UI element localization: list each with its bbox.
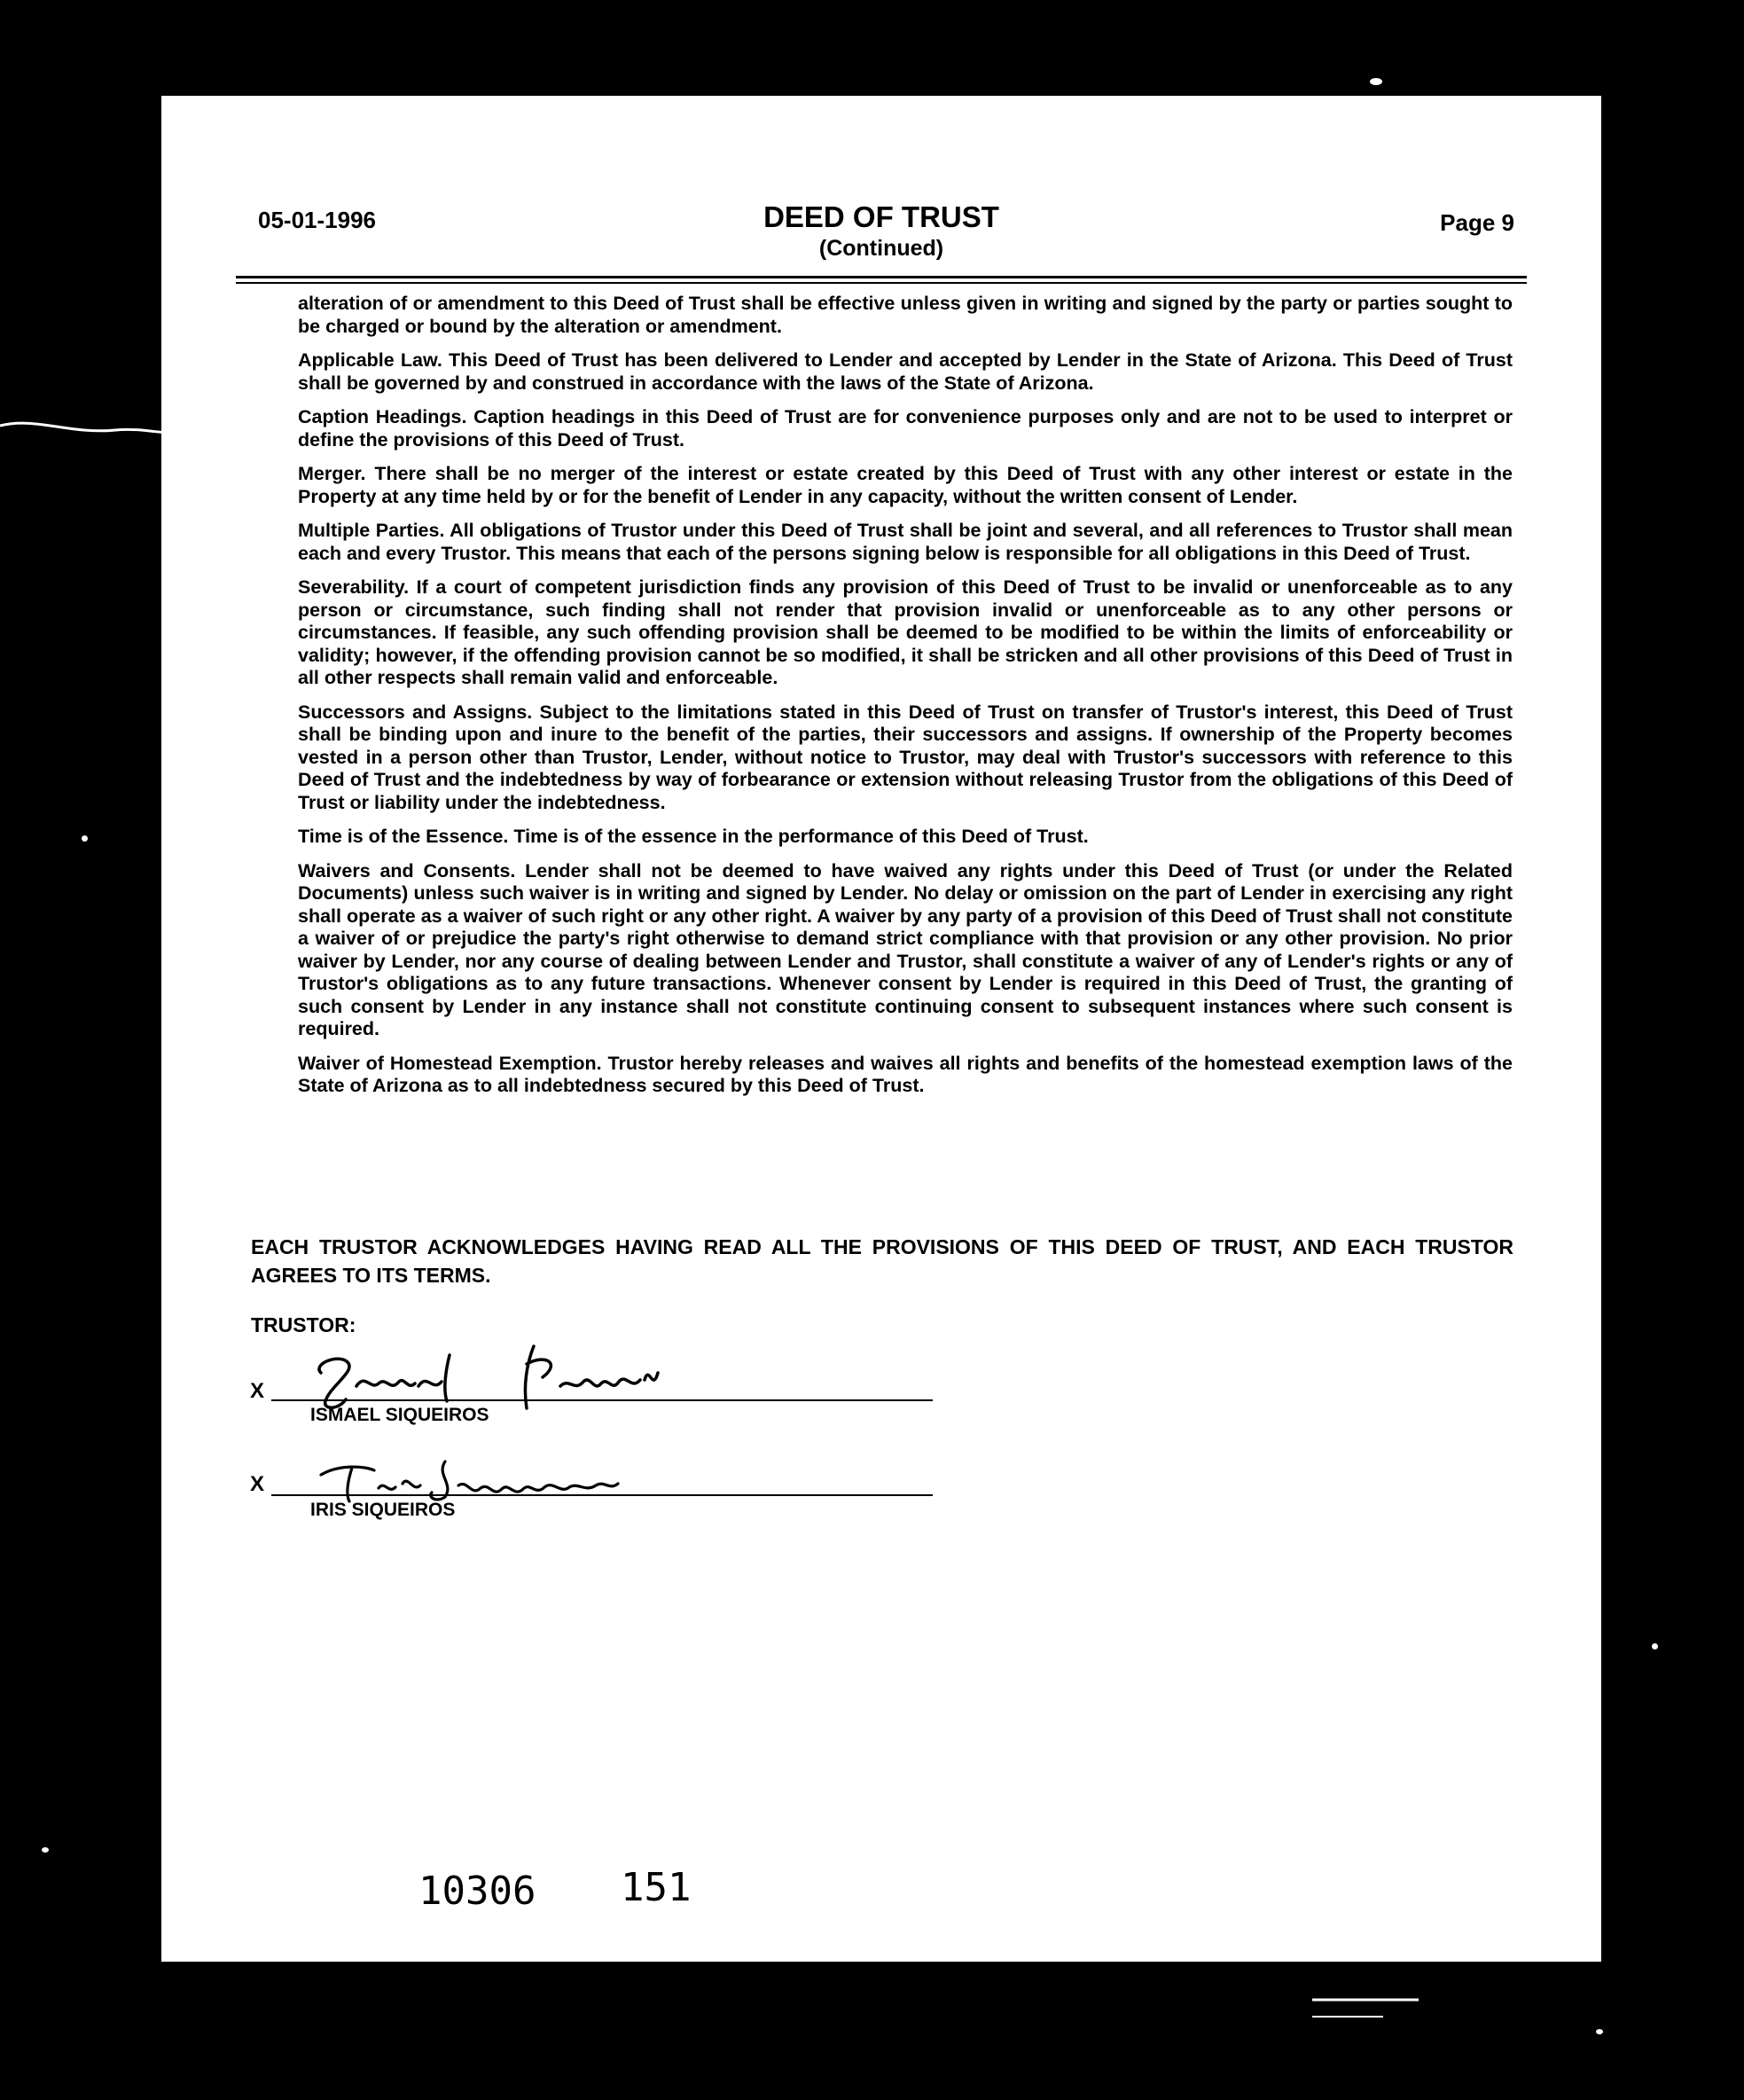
- recording-page-number: 151: [621, 1865, 692, 1910]
- document-title-block: [161, 200, 1601, 262]
- document-page: [161, 96, 1601, 1962]
- scan-scratch: [1312, 2013, 1383, 2020]
- paragraph-waivers-consents: Waivers and Consents. Lender shall not be deemed to have waived any rights under this Deed of Trust (or under the Related Documents) unless such waiver is in writing and signed by Lender. No delay or omission on the part of Lender in exercising any right shall operate as a waiver of such right or any other right. A waiver by any party of a provision of this Deed of Trust shall not constitute a waiver of or prejudice the party's right otherwise to demand strict compliance with that provision or any other provision. No prior waiver by Lender, nor any course of dealing between Lender and Trustor, shall constitute a waiver of any of Lender's rights or any of Trustor's obligations as to any future transactions. Whenever consent by Lender is required in this Deed of Trust, the granting of such consent by Lender in any instance shall not constitute continuing consent to subsequent instances where such consent is required.: [298, 859, 1513, 1039]
- recording-number: 10306: [418, 1869, 536, 1914]
- scan-artifact: [42, 1847, 49, 1853]
- paragraph-successors-assigns: Successors and Assigns. Subject to the limitations stated in this Deed of Trust on transfer of Trustor's interest, this Deed of Trust shall be binding upon and inure to the benefit of the parties, their successors and assigns. If ownership of the Property becomes vested in a person other than Trustor, Lender, without notice to Trustor, may deal with Trustor's successors with reference to this Deed of Trust and the indebtedness by way of forbearance or extension without releasing Trustor from the obligations of this Deed of Trust or liability under the indebtedness.: [298, 701, 1513, 813]
- signer-name-1: ISMAEL SIQUEIROS: [310, 1405, 489, 1425]
- trustor-acknowledgement: EACH TRUSTOR ACKNOWLEDGES HAVING READ ALL THE PROVISIONS OF THIS DEED OF TRUST, AND EACH TRUSTOR AGREES TO ITS TERMS.: [251, 1235, 1513, 1287]
- scan-artifact: [1370, 78, 1382, 85]
- document-date: 05-01-1996: [258, 207, 376, 233]
- paragraph-applicable-law: Applicable Law. This Deed of Trust has been delivered to Lender and accepted by Lender in the State of Arizona. This Deed of Trust shall be governed by and construed in accordance with the laws of the State of Arizona.: [298, 349, 1513, 394]
- paragraph-caption-headings: Caption Headings. Caption headings in this Deed of Trust are for convenience purposes only and are not to be used to interpret or define the provisions of this Deed of Trust.: [298, 406, 1513, 451]
- page-number: Page 9: [1440, 209, 1514, 236]
- signature-line-2: [271, 1494, 933, 1496]
- header-rule: [236, 276, 1527, 278]
- document-body: [298, 293, 1513, 1109]
- scan-scratch: [0, 408, 177, 461]
- paragraph-time-essence: Time is of the Essence. Time is of the essence in the performance of this Deed of Trust.: [298, 826, 1089, 847]
- signature-mark-2: X: [250, 1472, 265, 1496]
- scan-scratch: [1312, 1995, 1419, 2004]
- signature-line-1: [271, 1399, 933, 1401]
- paragraph-multiple-parties: Multiple Parties. All obligations of Trustor under this Deed of Trust shall be joint and several, and all references to Trustor shall mean each and every Trustor. This means that each of the persons signing below is responsible for all obligations in this Deed of Trust.: [298, 520, 1513, 564]
- scan-artifact: [1652, 1643, 1658, 1649]
- document-title: DEED OF TRUST: [763, 200, 999, 233]
- signer-name-2: IRIS SIQUEIROS: [310, 1500, 456, 1520]
- header-rule-thin: [236, 282, 1527, 284]
- scan-artifact: [82, 835, 88, 842]
- signature-mark-1: X: [250, 1379, 265, 1403]
- paragraph-amendments-continued: alteration of or amendment to this Deed of Trust shall be effective unless given in writing and signed by the party or parties sought to be charged or bound by the alteration or amendment.: [298, 293, 1513, 337]
- trustor-label: TRUSTOR:: [251, 1313, 356, 1336]
- scan-artifact: [269, 124, 277, 129]
- paragraph-homestead-waiver: Waiver of Homestead Exemption. Trustor hereby releases and waives all rights and benefits of the homestead exemption laws of the State of Arizona as to all indebtedness secured by this Deed of Trust.: [298, 1052, 1513, 1096]
- scan-artifact: [1596, 2029, 1603, 2034]
- paragraph-merger: Merger. There shall be no merger of the interest or estate created by this Deed of Trust with any other interest or estate in the Property at any time held by or for the benefit of Lender in any capacity, without the written consent of Lender.: [298, 463, 1513, 507]
- paragraph-severability: Severability. If a court of competent jurisdiction finds any provision of this Deed of Trust to be invalid or unenforceable as to any person or circumstance, such finding shall not render that provision invalid or unenforceable as to any other persons or circumstances. If feasible, any such offending provision shall be deemed to be modified to be within the limits of enforceability or validity; however, if the offending provision cannot be so modified, it shall be stricken and all other provisions of this Deed of Trust in all other respects shall remain valid and enforceable.: [298, 576, 1513, 688]
- document-subtitle: (Continued): [818, 236, 944, 261]
